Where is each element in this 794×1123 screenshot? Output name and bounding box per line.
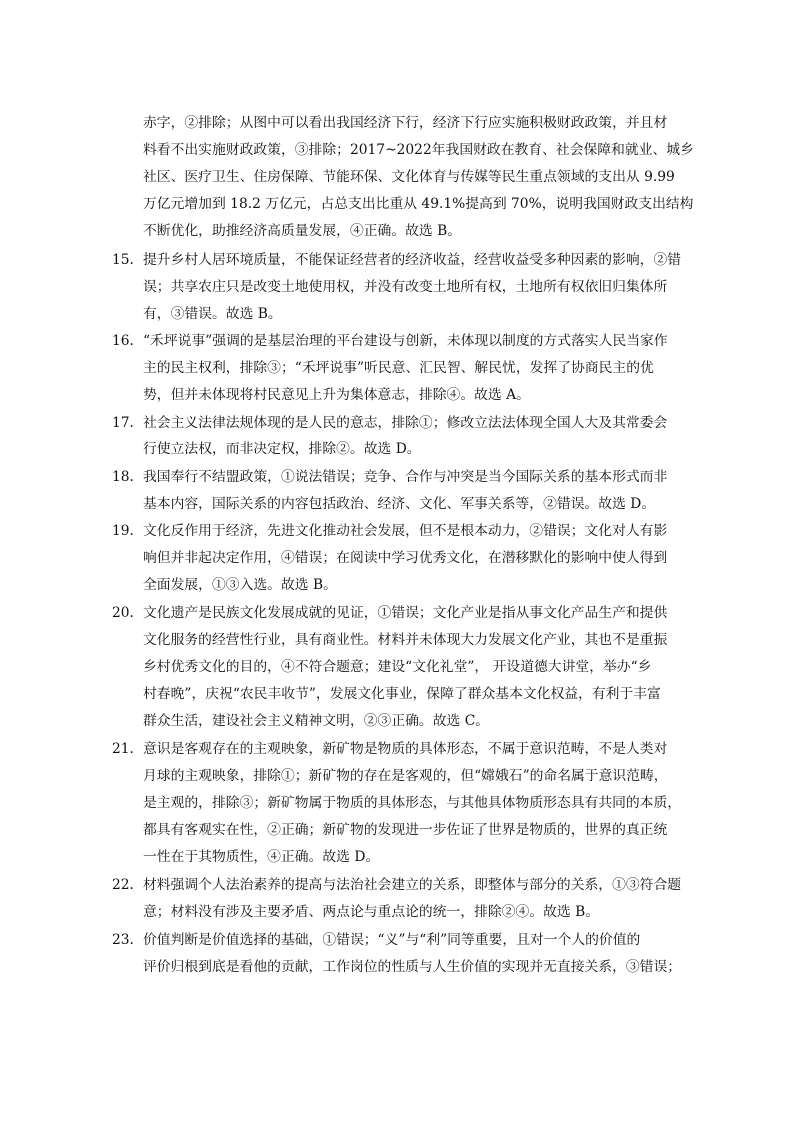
- text-line: 评价归根到底是看他的贡献，工作岗位的性质与人生价值的实现并无直接关系，③错误；: [143, 959, 682, 975]
- text-line: 是主观的，排除③；新矿物属于物质的具体形态，与其他具体物质形态具有共同的本质，: [143, 795, 682, 811]
- text-line: 社区、医疗卫生、住房保障、节能环保、文化体育与传媒等民生重点领域的支出从 9.99: [143, 169, 675, 185]
- item-number: 16．: [112, 333, 144, 349]
- text-line: 行使立法权，而非决定权，排除②。故选 D。: [143, 441, 421, 457]
- text-line: 材料强调个人法治素养的提高与法治社会建立的关系，即整体与部分的关系，①③符合题: [143, 877, 682, 893]
- text-line: 乡村优秀文化的目的，④不符合题意；建设“文化礼堂”， 开设道德大讲堂，举办“乡: [143, 659, 652, 675]
- text-line: 势，但并未体现将村民意见上升为集体意志，排除④。故选 A。: [143, 387, 530, 403]
- text-line: 误；共享农庄只是改变土地使用权，并没有改变土地所有权，土地所有权依旧归集体所: [143, 279, 668, 295]
- text-line: 文化服务的经营性行业，具有商业性。材料并未体现大力发展文化产业，其也不是重振: [143, 632, 668, 648]
- text-line: 一性在于其物质性，④正确。故选 D。: [143, 849, 380, 865]
- text-line: 社会主义法律法规体现的是人民的意志，排除①；修改立法法体现全国人大及其常委会: [143, 415, 668, 431]
- text-line: 意；材料没有涉及主要矛盾、两点论与重点论的统一，排除②④。故选 B。: [143, 904, 600, 920]
- text-line: 赤字，②排除；从图中可以看出我国经济下行，经济下行应实施积极财政政策，并且材: [143, 115, 668, 131]
- text-line: 响但并非起决定作用，④错误；在阅读中学习优秀文化，在潜移默化的影响中使人得到: [143, 550, 668, 566]
- item-number: 18．: [112, 469, 144, 485]
- text-line: 料看不出实施财政政策，③排除；2017~2022年我国财政在教育、社会保障和就业、城乡: [143, 142, 694, 158]
- item-number: 22．: [112, 877, 144, 893]
- text-line: 主的民主权利，排除③；“禾坪说事”听民意、汇民智、解民忧，发挥了协商民主的优: [143, 360, 654, 376]
- item-number: 17．: [112, 415, 144, 431]
- text-line: 群众生活，建设社会主义精神文明，②③正确。故选 C。: [143, 713, 490, 729]
- text-line: 文化遗产是民族文化发展成就的见证，①错误；文化产业是指从事文化产品生产和提供: [143, 605, 668, 621]
- text-line: 月球的主观映象，排除①；新矿物的存在是客观的，但“嫦娥石”的命名属于意识范畴，: [143, 768, 668, 784]
- text-line: 村春晚”，庆祝“农民丰收节”，发展文化事业，保障了群众基本文化权益，有利于丰富: [143, 686, 661, 702]
- text-line: 文化反作用于经济，先进文化推动社会发展，但不是根本动力，②错误；文化对人有影: [143, 523, 668, 539]
- item-number: 21．: [112, 741, 144, 757]
- text-line: 意识是客观存在的主观映象，新矿物是物质的具体形态，不属于意识范畴，不是人类对: [143, 741, 668, 757]
- text-line: 基本内容，国际关系的内容包括政治、经济、文化、军事关系等，②错误。故选 D。: [143, 496, 656, 512]
- text-line: 价值判断是价值选择的基础，①错误；“义”与“利”同等重要，且对一个人的价值的: [143, 932, 641, 948]
- text-line: “禾坪说事”强调的是基层治理的平台建设与创新，未体现以制度的方式落实人民当家作: [143, 333, 668, 349]
- text-line: 提升乡村人居环境质量，不能保证经营者的经济收益，经营收益受多种因素的影响，②错: [143, 252, 682, 268]
- item-number: 19．: [112, 523, 144, 539]
- text-line: 万亿元增加到 18.2 万亿元，占总支出比重从 49.1%提高到 70%，说明我国财政支出结构: [143, 196, 694, 212]
- item-number: 15．: [112, 252, 144, 268]
- text-line: 我国奉行不结盟政策，①说法错误；竞争、合作与冲突是当今国际关系的基本形式而非: [143, 469, 668, 485]
- item-number: 23．: [112, 932, 144, 948]
- text-line: 不断优化，助推经济高质量发展，④正确。故选 B。: [143, 223, 462, 239]
- text-line: 都具有客观实在性，②正确；新矿物的发现进一步佐证了世界是物质的，世界的真正统: [143, 822, 668, 838]
- text-line: 全面发展，①③入选。故选 B。: [143, 577, 337, 593]
- text-line: 有，③错误。故选 B。: [143, 306, 282, 322]
- item-number: 20．: [112, 605, 144, 621]
